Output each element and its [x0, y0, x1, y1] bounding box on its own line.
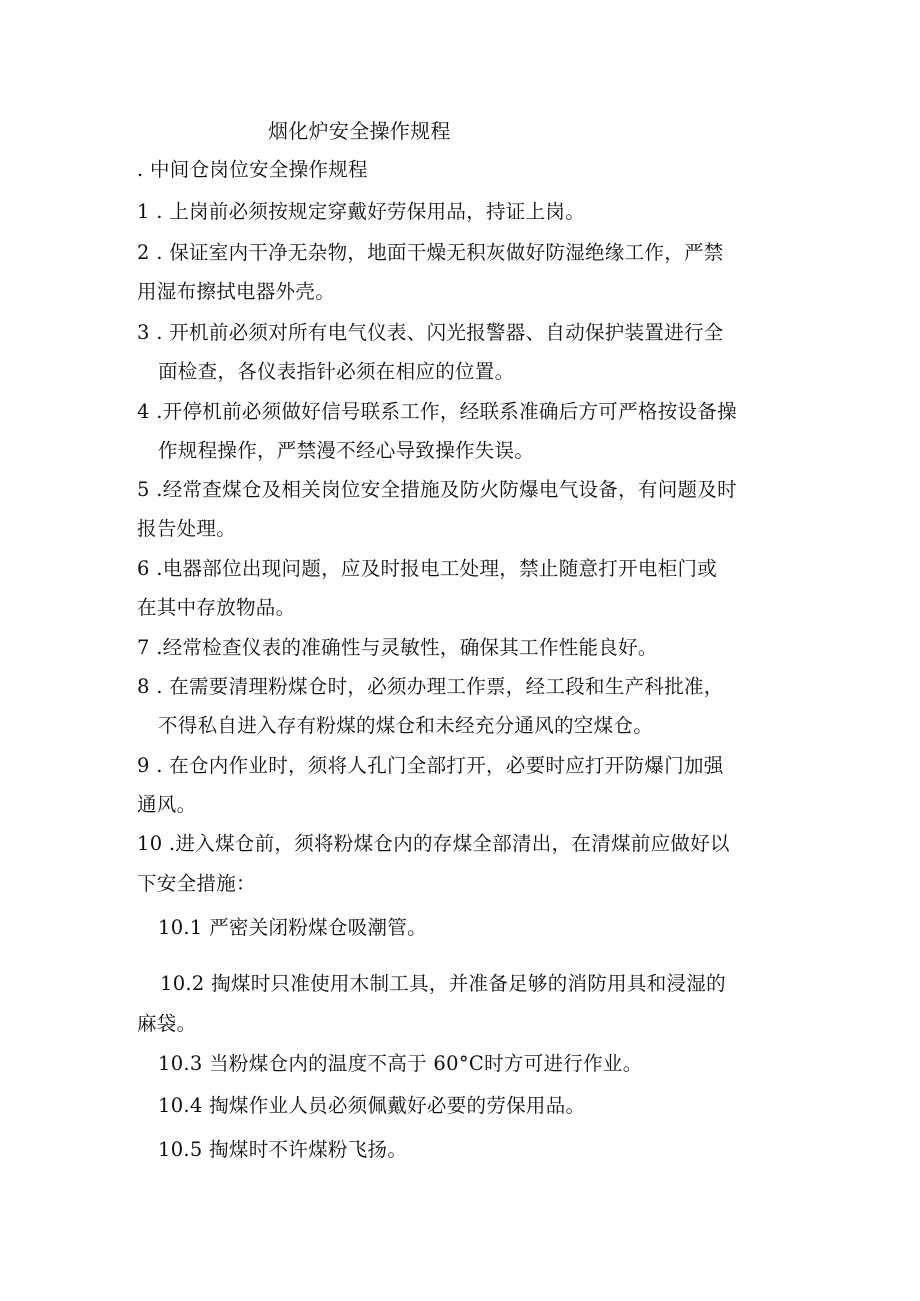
- rule-10: 10 .进入煤仓前，须将粉煤仓内的存煤全部清出，在清煤前应做好以: [137, 832, 730, 855]
- rule-9-cont: 通风。: [137, 793, 197, 816]
- rule-10-2-cont: 麻袋。: [137, 1012, 197, 1035]
- rule-1: 1 . 上岗前必须按规定穿戴好劳保用品，持证上岗。: [137, 200, 586, 223]
- rule-6-cont: 在其中存放物品。: [137, 596, 296, 619]
- rule-10-3: 10.3 当粉煤仓内的温度不高于 60°C时方可进行作业。: [158, 1052, 643, 1075]
- rule-9: 9 . 在仓内作业时，须将人孔门全部打开，必要时应打开防爆门加强: [137, 754, 724, 777]
- rule-10-2: 10.2 掏煤时只准使用木制工具，并准备足够的消防用具和浸湿的: [160, 972, 726, 995]
- rule-2-cont: 用湿布擦拭电器外壳。: [137, 280, 336, 303]
- rule-7: 7 .经常检查仪表的准确性与灵敏性，确保其工作性能良好。: [137, 636, 658, 659]
- section-heading: . 中间仓岗位安全操作规程: [137, 158, 368, 181]
- rule-3: 3 . 开机前必须对所有电气仪表、闪光报警器、自动保护装置进行全: [137, 321, 724, 344]
- rule-6: 6 .电器部位出现问题，应及时报电工处理，禁止随意打开电柜门或: [137, 557, 718, 580]
- rule-8-cont: 不得私自进入存有粉煤的煤仓和未经充分通风的空煤仓。: [158, 714, 654, 737]
- rule-10-cont: 下安全措施：: [137, 872, 256, 895]
- document-title: 烟化炉安全操作规程: [268, 119, 451, 143]
- rule-5-cont: 报告处理。: [137, 517, 237, 540]
- rule-3-cont: 面检查，各仪表指针必须在相应的位置。: [158, 360, 515, 383]
- rule-10-5: 10.5 掏煤时不许煤粉飞扬。: [158, 1138, 408, 1161]
- rule-2: 2 . 保证室内干净无杂物，地面干燥无积灰做好防湿绝缘工作，严禁: [137, 241, 724, 264]
- rule-10-1: 10.1 严密关闭粉煤仓吸潮管。: [158, 916, 427, 939]
- rule-4-cont: 作规程操作，严禁漫不经心导致操作失误。: [158, 439, 535, 462]
- rule-8: 8 . 在需要清理粉煤仓时，必须办理工作票，经工段和生产科批准，: [137, 675, 724, 698]
- rule-10-4: 10.4 掏煤作业人员必须佩戴好必要的劳保用品。: [158, 1094, 586, 1117]
- rule-5: 5 .经常查煤仓及相关岗位安全措施及防火防爆电气设备，有问题及时: [137, 478, 737, 501]
- rule-4: 4 .开停机前必须做好信号联系工作，经联系准确后方可严格按设备操: [137, 400, 737, 423]
